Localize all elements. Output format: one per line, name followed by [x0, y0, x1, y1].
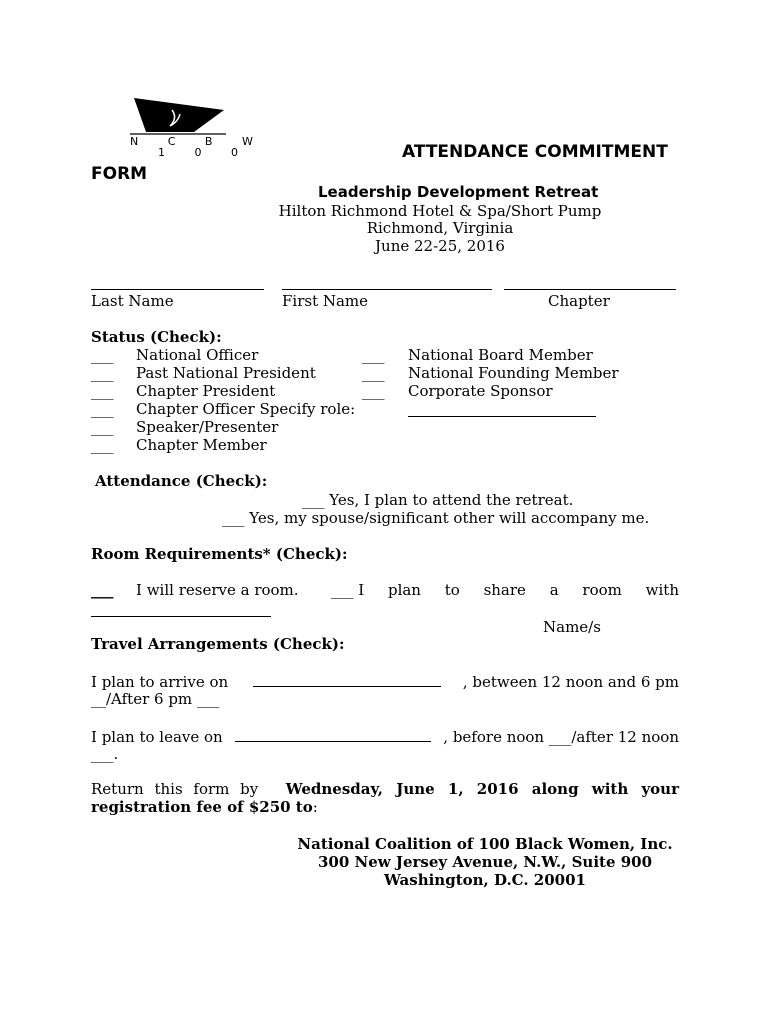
room-heading: Room Requirements* (Check): [91, 545, 348, 563]
leave-prefix: I plan to leave on [91, 728, 223, 746]
return-colon: : [312, 798, 318, 816]
return-line2 [91, 798, 318, 816]
return-line [91, 780, 679, 798]
roommate-name-field[interactable] [91, 616, 271, 617]
status-checkbox[interactable]: ___ [91, 346, 114, 364]
form-title-continued: FORM [91, 164, 148, 184]
chapter-field[interactable] [504, 289, 676, 290]
status-speaker-presenter: Speaker/Presenter [136, 418, 279, 436]
last-name-label: Last Name [91, 292, 174, 310]
arrival-date-field[interactable] [253, 672, 441, 687]
last-name-field[interactable] [91, 289, 264, 290]
share-word: ___ I [331, 581, 365, 599]
attendance-heading: Attendance (Check): [95, 472, 268, 490]
org-street: 300 New Jersey Avenue, N.W., Suite 900 [317, 853, 653, 871]
leave-suffix: , before noon ___/after 12 noon [443, 728, 679, 746]
org-name: National Coalition of 100 Black Women, Inc. [297, 835, 673, 853]
status-checkbox[interactable]: ___ [91, 436, 114, 454]
logo-line2: 1 0 0 [158, 146, 251, 159]
departure-row [91, 727, 679, 746]
status-national-officer: National Officer [136, 346, 259, 364]
status-checkbox[interactable]: ___ [91, 400, 114, 418]
venue: Hilton Richmond Hotel & Spa/Short Pump [278, 202, 602, 220]
first-name-label: First Name [282, 292, 369, 310]
form-title: ATTENDANCE COMMITMENT [402, 142, 668, 162]
status-checkbox[interactable]: ___ [362, 364, 385, 382]
share-word: with [645, 581, 679, 599]
status-checkbox[interactable]: ___ [362, 346, 385, 364]
departure-date-field[interactable] [235, 727, 431, 742]
attend-retreat-option[interactable]: ___ Yes, I plan to attend the retreat. [302, 491, 574, 509]
reserve-room-label: I will reserve a room. [136, 581, 299, 599]
chapter-label: Chapter [548, 292, 610, 310]
org-city: Washington, D.C. 20001 [384, 871, 586, 889]
reserve-room-checkbox[interactable]: ___ [91, 581, 114, 599]
arrive-prefix: I plan to arrive on [91, 673, 229, 691]
status-chapter-president: Chapter President [136, 382, 276, 400]
status-past-national-president: Past National President [136, 364, 316, 382]
arrive-suffix: , between 12 noon and 6 pm [462, 673, 679, 691]
status-checkbox[interactable]: ___ [91, 364, 114, 382]
registration-fee: registration fee of $250 to [91, 798, 313, 816]
share-word: to [444, 581, 460, 599]
spouse-attend-option[interactable]: ___ Yes, my spouse/significant other will accompany me. [222, 509, 650, 527]
logo-line1: N C B W [130, 135, 266, 148]
status-checkbox[interactable]: ___ [91, 418, 114, 436]
share-room-option[interactable] [331, 581, 679, 599]
event-name: Leadership Development Retreat [318, 183, 599, 201]
arrival-row [91, 672, 679, 691]
city: Richmond, Virginia [366, 219, 514, 237]
first-name-field[interactable] [282, 289, 492, 290]
return-deadline: Wednesday, June 1, 2016 along with your [285, 780, 679, 798]
status-corporate-sponsor: Corporate Sponsor [408, 382, 553, 400]
after-noon-option[interactable]: ___. [91, 745, 119, 763]
status-heading: Status (Check): [91, 328, 222, 346]
status-chapter-member: Chapter Member [136, 436, 267, 454]
status-national-board-member: National Board Member [408, 346, 593, 364]
share-word: share [483, 581, 526, 599]
travel-heading: Travel Arrangements (Check): [91, 635, 345, 653]
specify-role-field[interactable] [408, 416, 596, 417]
return-prefix: Return this form by [91, 780, 259, 798]
event-dates: June 22-25, 2016 [375, 237, 505, 255]
after-6pm-option[interactable]: __/After 6 pm ___ [91, 690, 220, 708]
status-chapter-officer: Chapter Officer Specify role: [136, 400, 356, 418]
status-national-founding-member: National Founding Member [408, 364, 619, 382]
share-word: room [582, 581, 622, 599]
status-checkbox[interactable]: ___ [362, 382, 385, 400]
share-word: a [549, 581, 559, 599]
names-label: Name/s [543, 618, 601, 636]
share-word: plan [387, 581, 421, 599]
status-checkbox[interactable]: ___ [91, 382, 114, 400]
